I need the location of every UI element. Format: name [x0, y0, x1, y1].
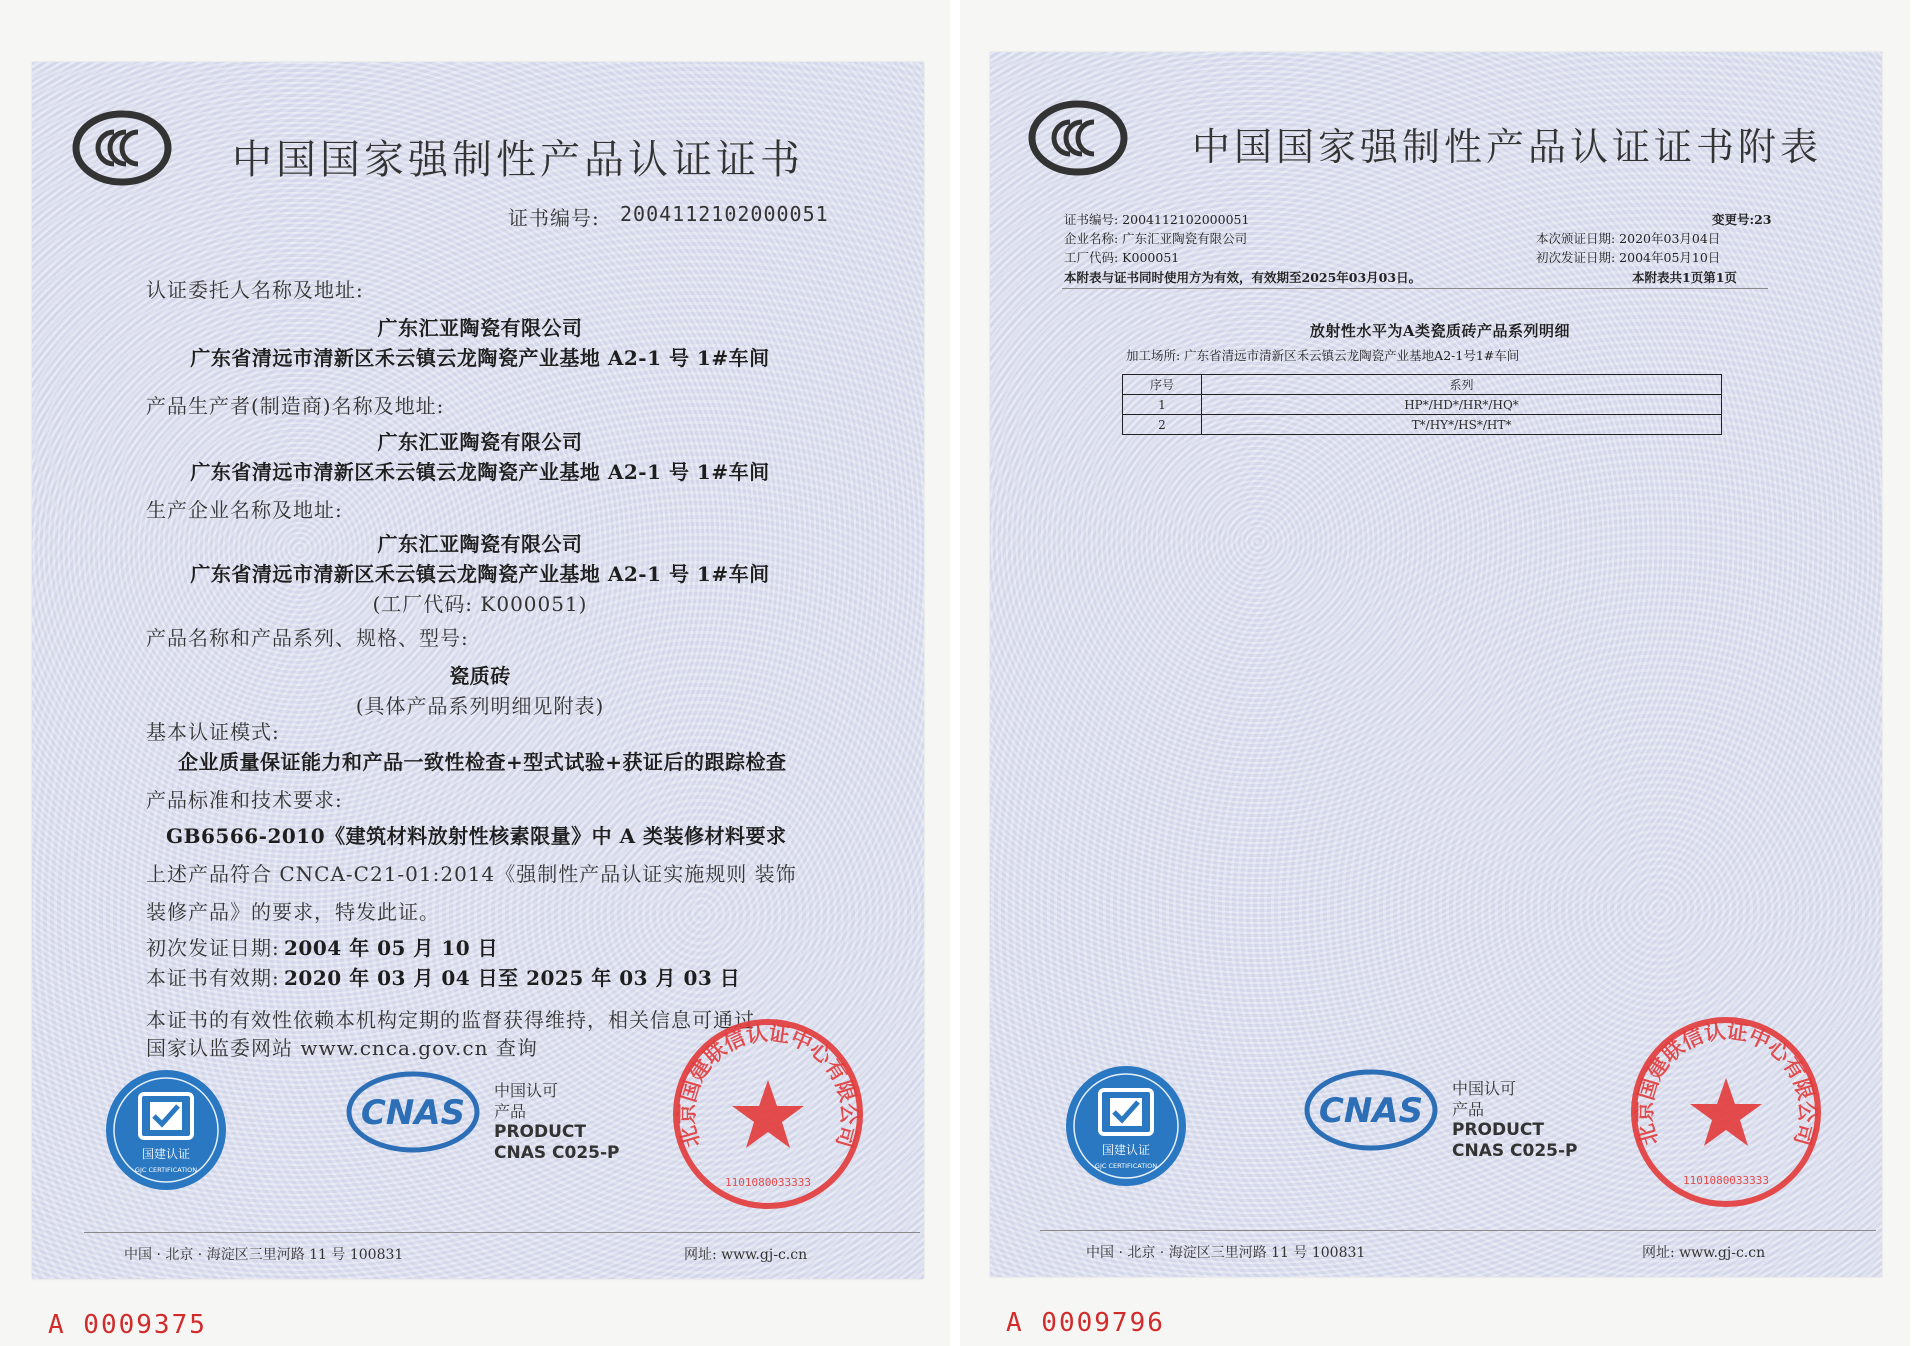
- svg-text:北京国建联信认证中心有限公司: 北京国建联信认证中心有限公司: [674, 1020, 862, 1151]
- factory-label: 生产企业名称及地址:: [146, 498, 343, 522]
- table-row: [1123, 415, 1722, 435]
- cnas-logo-icon: [344, 1070, 482, 1154]
- serial-number: A 0009796: [1006, 1308, 1165, 1338]
- footer-divider: [84, 1232, 920, 1233]
- serial-number: A 0009375: [48, 1310, 207, 1340]
- manufacturer-name: 广东汇亚陶瓷有限公司: [377, 430, 583, 454]
- validity-note-line-1: 本证书的有效性依赖本机构定期的监督获得维持，相关信息可通过: [146, 1008, 755, 1032]
- svg-text:北京国建联信认证中心有限公司: 北京国建联信认证中心有限公司: [1632, 1018, 1820, 1149]
- svg-text:GJC CERTIFICATION: GJC CERTIFICATION: [134, 1166, 198, 1174]
- footer-address: 中国 · 北京 · 海淀区三里河路 11 号 100831: [1086, 1245, 1366, 1261]
- annex-cert-number: 证书编号: 2004112102000051: [1064, 212, 1250, 227]
- factory-code: (工厂代码: K000051): [372, 592, 588, 616]
- ccc-logo-icon: [1028, 100, 1128, 176]
- table-header-cell: 序号: [1123, 375, 1202, 395]
- cert-number: 2004112102000051: [620, 202, 829, 226]
- product-note: (具体产品系列明细见附表): [355, 694, 605, 718]
- annex-change-number: 变更号:23: [1712, 212, 1772, 227]
- applicant-address: 广东省清远市清新区禾云镇云龙陶瓷产业基地 A2-1 号 1#车间: [190, 346, 770, 370]
- annex-factory-code: 工厂代码: K000051: [1064, 250, 1180, 265]
- svg-text:CNAS: CNAS: [360, 1093, 466, 1133]
- gjc-certification-logo-icon: [1064, 1064, 1188, 1188]
- table-header-row: [1123, 375, 1722, 395]
- annex-header-divider: [1062, 288, 1768, 289]
- cnas-logo-icon: [1302, 1068, 1440, 1152]
- annex-first-issue: 初次发证日期: 2004年05月10日: [1536, 250, 1721, 265]
- svg-text:GJC CERTIFICATION: GJC CERTIFICATION: [1094, 1162, 1158, 1170]
- applicant-name: 广东汇亚陶瓷有限公司: [377, 316, 583, 340]
- cnas-zh-line-1: 中国认可: [494, 1081, 559, 1100]
- conformity-line-1: 上述产品符合 CNCA-C21-01:2014《强制性产品认证实施规则 装饰: [146, 862, 797, 886]
- table-cell: HP*/HD*/HR*/HQ*: [1202, 395, 1722, 415]
- manufacturer-label: 产品生产者(制造商)名称及地址:: [146, 394, 445, 418]
- cnas-zh-line-2: 产品: [1452, 1100, 1485, 1119]
- conformity-line-2: 装修产品》的要求，特发此证。: [146, 900, 440, 924]
- annex-processing-site: 加工场所: 广东省清远市清新区禾云镇云龙陶瓷产业基地A2-1号1#车间: [1126, 348, 1520, 363]
- standard-value: GB6566-2010《建筑材料放射性核素限量》中 A 类装修材料要求: [166, 824, 787, 848]
- table-cell: 2: [1123, 415, 1202, 435]
- cert-mode-value: 企业质量保证能力和产品一致性检查+型式试验+获证后的跟踪检查: [178, 750, 787, 774]
- cnas-en-line-2: CNAS C025-P: [1452, 1141, 1578, 1161]
- annex-company: 企业名称: 广东汇亚陶瓷有限公司: [1064, 231, 1248, 246]
- manufacturer-address: 广东省清远市清新区禾云镇云龙陶瓷产业基地 A2-1 号 1#车间: [190, 460, 770, 484]
- svg-text:1101080033333: 1101080033333: [724, 1176, 812, 1189]
- cert-number-label: 证书编号:: [508, 206, 600, 230]
- factory-address: 广东省清远市清新区禾云镇云龙陶瓷产业基地 A2-1 号 1#车间: [190, 562, 770, 586]
- official-seal-stamp: [1626, 1012, 1826, 1212]
- cnas-en-line-1: PRODUCT: [1452, 1120, 1544, 1140]
- cnas-accreditation-text: [1452, 1078, 1578, 1162]
- cnas-en-line-1: PRODUCT: [494, 1122, 586, 1142]
- annex-issue-date: 本次颁证日期: 2020年03月04日: [1536, 231, 1721, 246]
- product-name: 瓷质砖: [449, 664, 511, 688]
- cnas-zh-line-2: 产品: [494, 1102, 527, 1121]
- footer-divider: [1040, 1230, 1876, 1231]
- footer-website: 网址: www.gj-c.cn: [684, 1247, 808, 1263]
- annex-page-count: 本附表共1页第1页: [1632, 270, 1737, 285]
- annex-table-title: 放射性水平为A类瓷质砖产品系列明细: [1309, 322, 1571, 340]
- cnas-accreditation-text: [494, 1080, 620, 1164]
- gjc-certification-logo-icon: [104, 1068, 228, 1192]
- validity-note-line-2: 国家认监委网站 www.cnca.gov.cn 查询: [146, 1036, 538, 1060]
- svg-text:国建认证: 国建认证: [1101, 1143, 1151, 1157]
- cert-mode-label: 基本认证模式:: [146, 720, 280, 744]
- applicant-label: 认证委托人名称及地址:: [146, 278, 364, 302]
- footer-address: 中国 · 北京 · 海淀区三里河路 11 号 100831: [124, 1247, 404, 1263]
- annex-title: 中国国家强制性产品认证证书附表: [1192, 125, 1823, 169]
- certificate-title: 中国国家强制性产品认证证书: [232, 137, 804, 183]
- factory-name: 广东汇亚陶瓷有限公司: [377, 532, 583, 556]
- validity-label: 本证书有效期:: [146, 966, 280, 990]
- table-row: [1123, 395, 1722, 415]
- svg-text:1101080033333: 1101080033333: [1682, 1174, 1770, 1187]
- ccc-logo-icon: [72, 110, 172, 186]
- table-cell: T*/HY*/HS*/HT*: [1202, 415, 1722, 435]
- standard-label: 产品标准和技术要求:: [146, 788, 343, 812]
- svg-text:国建认证: 国建认证: [141, 1147, 191, 1161]
- product-series-table: [1122, 374, 1722, 435]
- cnas-en-line-2: CNAS C025-P: [494, 1143, 620, 1163]
- table-header-cell: 系列: [1202, 375, 1722, 395]
- validity-period: 2020 年 03 月 04 日至 2025 年 03 月 03 日: [284, 966, 741, 990]
- annex-validity-note: 本附表与证书同时使用方为有效，有效期至2025年03月03日。: [1064, 270, 1422, 285]
- footer-website: 网址: www.gj-c.cn: [1642, 1245, 1766, 1261]
- official-seal-stamp: [668, 1014, 868, 1214]
- table-cell: 1: [1123, 395, 1202, 415]
- cnas-zh-line-1: 中国认可: [1452, 1079, 1517, 1098]
- first-issue-label: 初次发证日期:: [146, 936, 280, 960]
- svg-text:CNAS: CNAS: [1318, 1091, 1424, 1131]
- first-issue-date: 2004 年 05 月 10 日: [284, 936, 499, 960]
- product-label: 产品名称和产品系列、规格、型号:: [146, 626, 469, 650]
